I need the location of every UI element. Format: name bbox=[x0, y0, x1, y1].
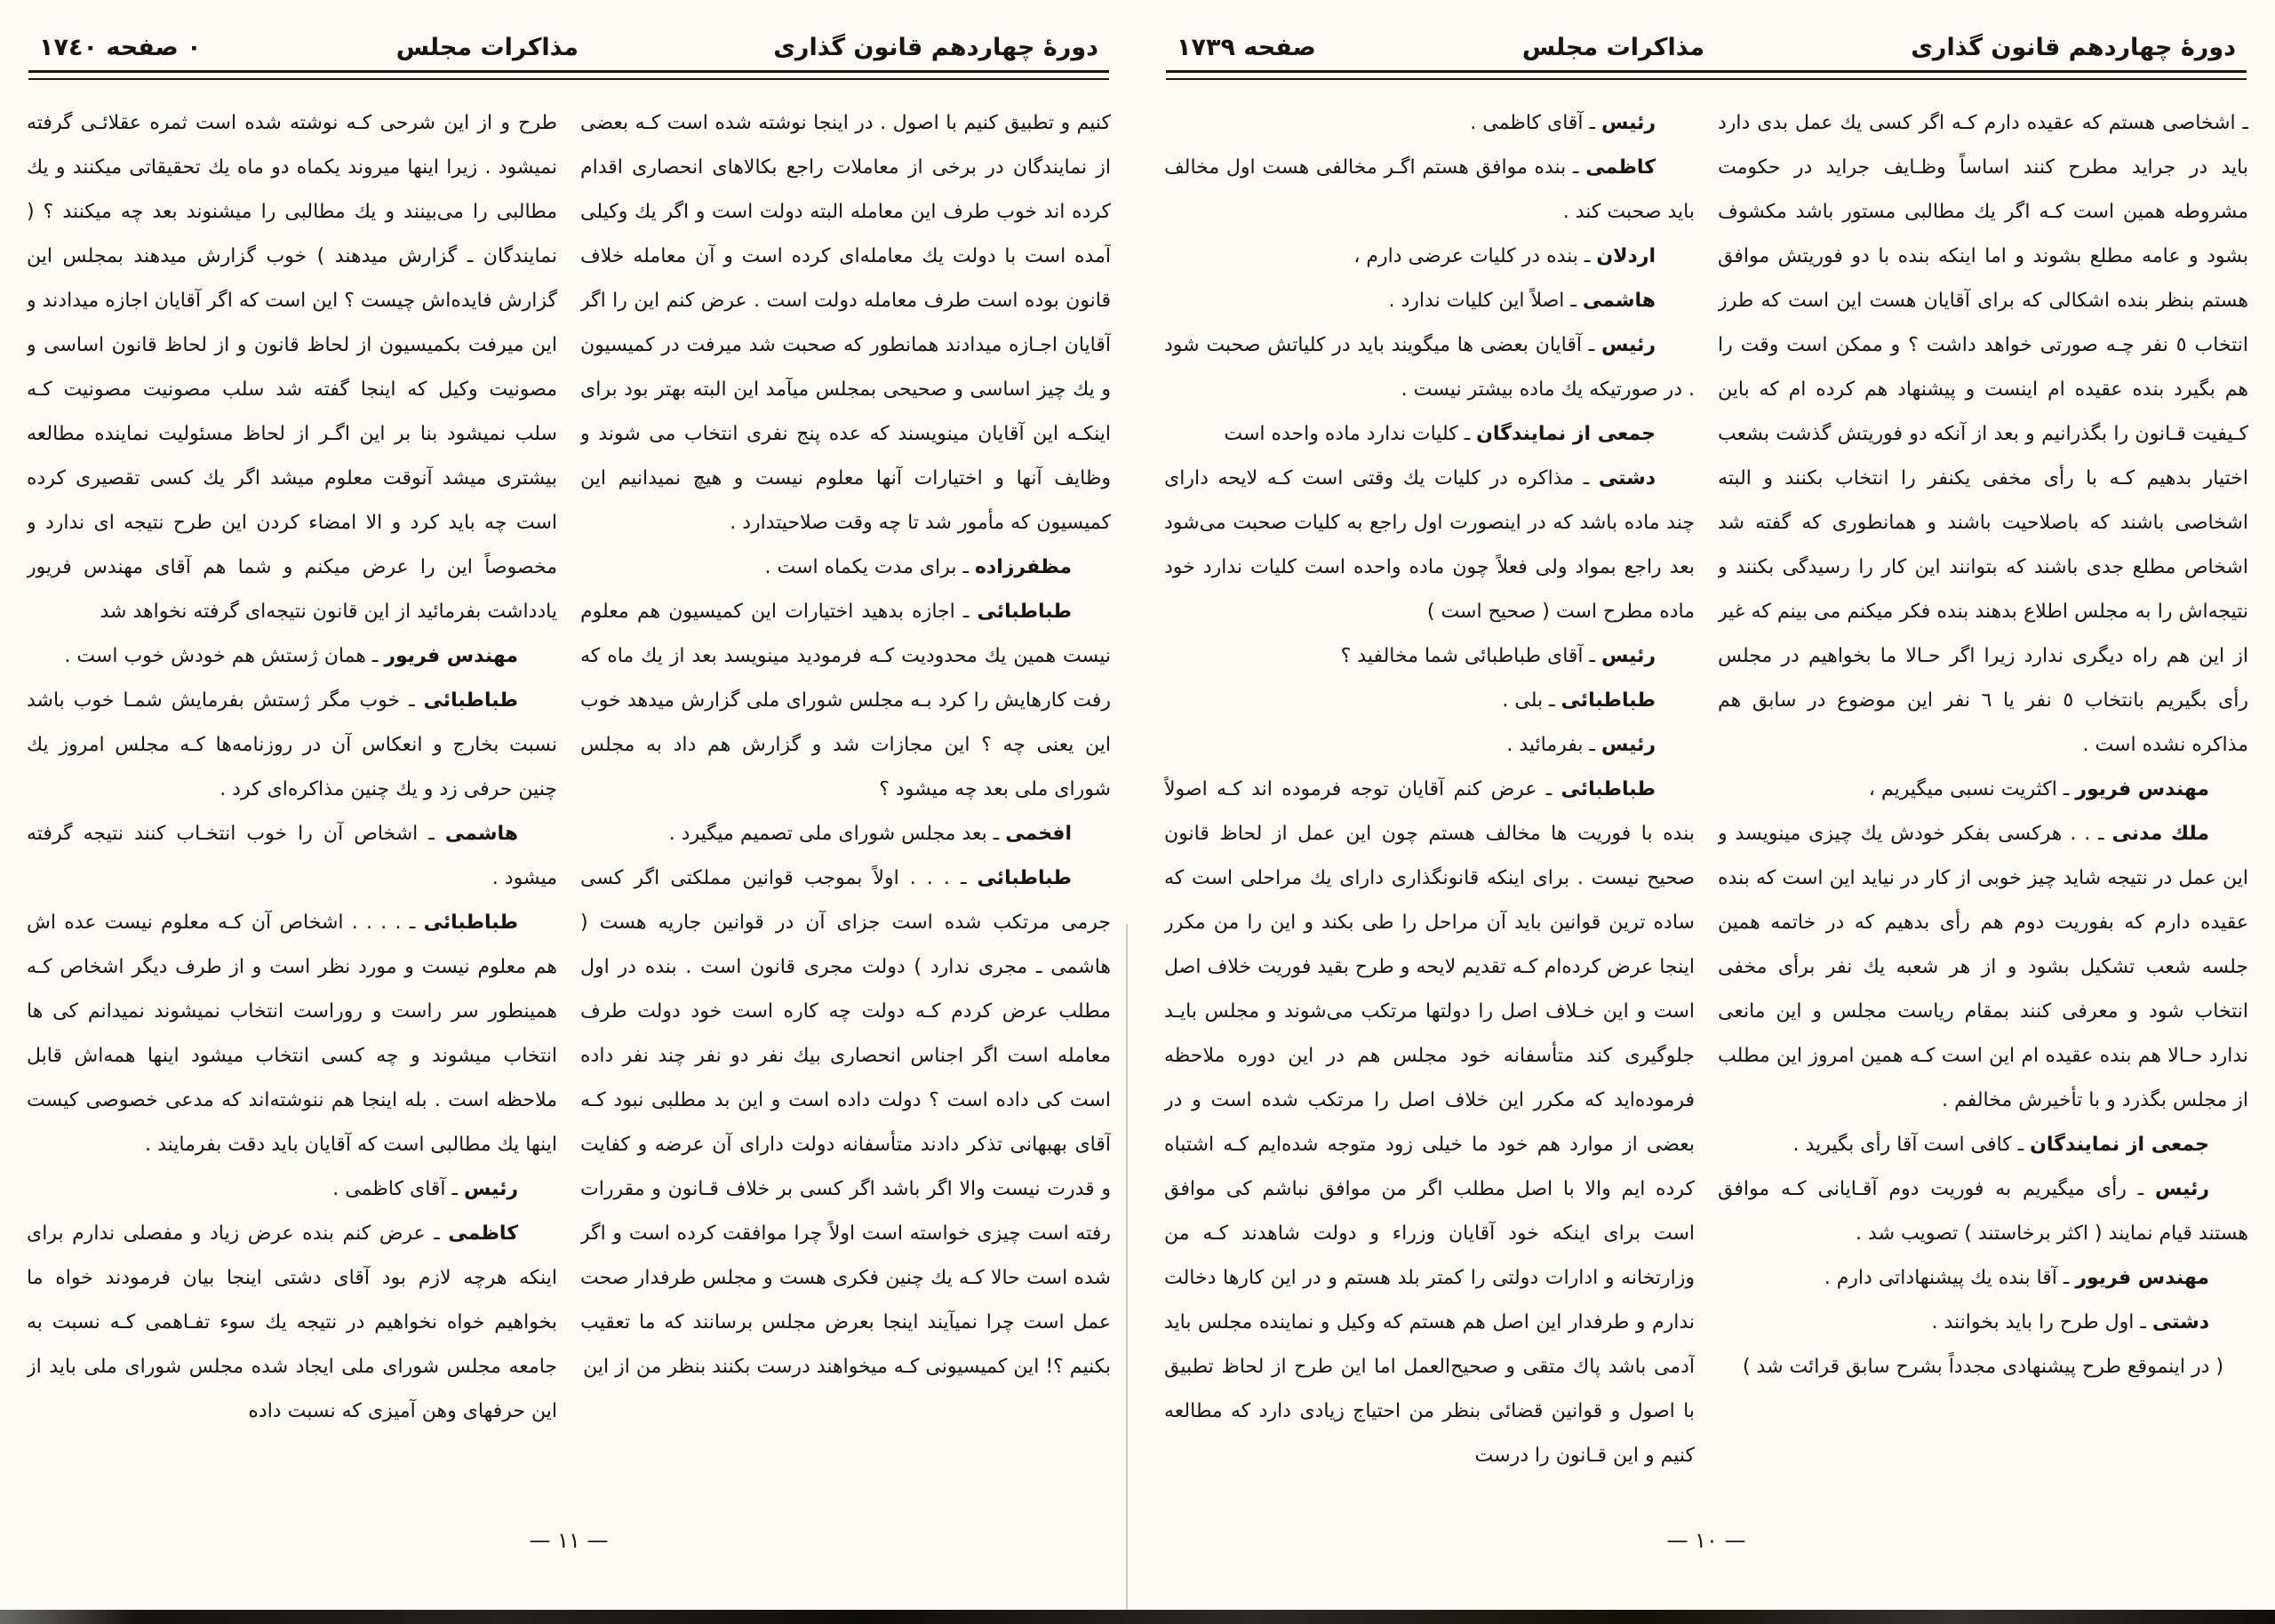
speech-paragraph: رئیس ـ آقای طباطبائی شما مخالفید ؟ bbox=[1340, 645, 1656, 667]
page-footer-number: — ١١ — bbox=[529, 1528, 609, 1553]
speech-paragraph: رئیس ـ آقای کاظمی . bbox=[332, 1178, 518, 1200]
speech-paragraph: دشتی ـ اول طرح را باید بخوانند . bbox=[1931, 1311, 2209, 1333]
header-period-label: دورهٔ چهاردهم قانون گذاری bbox=[1911, 34, 2236, 61]
speech-paragraph: ملك مدنی ـ . . هرکسی بفکر خودش یك چیزی مینویسد و این عمل در نتیجه شاید چیز خوبی از کار در نیاید این است که بنده عقیده دارم که بفوریت دوم هم رأی بدهیم که در خاتمه همین جلسه شعب تشکیل بشود و از هر شعبه یك نفر برأی مخفی انتخاب شود و معرفی کنند بمقام ریاست مجلس و این مانعی ندارد حـالا هم بنده عقیده ام این است کـه همین امروز این مطلب از مجلس بگذرد و با تأخیرش مخالفم . bbox=[1718, 823, 2248, 1111]
speaker-name: مظفرزاده bbox=[974, 556, 1072, 578]
text-paragraph: ـ اشخاصی هستم که عقیده دارم کـه اگر کسی یك عمل بدی دارد باید در جراید مطرح کنند اساساً وظـایف جراید در حکومت مشروطه همین است کـه اگر یك مطالبی مستور باشد مکشوف بشود و عامه مطلع بشوند و اما اینکه بنده با دو فوریتش موافق هستم بنظر بنده اشکالی که برای آقایان هست این است که طرز انتخاب ٥ نفر چـه صورتی خواهد داشت ؟ و ممکن است وقت را هم بگیرد بنده عقیده ام اینست و پیشنهاد هم کرده ام که باین کـیفیت قـانون را بگذرانیم و بعد از آنکه دو فوریتش گذشت بشعب اختیار بدهیم کـه با رأی مخفی یکنفر را انتخاب بکنند و البته اشخاصی باشند که باصلاحیت باشند و همانطوری که گفته شد اشخاص مطلع جدی باشند که بتوانند این کار را رسیدگی بکنند و نتیجه‌اش را به مجلس اطلاع بدهند بنده فکر میکنم می بینم که غیر از این هم راه دیگری ندارد زیرا اگر حـالا ما بخواهیم در مجلس رأی بگیریم بانتخاب ٥ نفر یا ٦ نفر این موضوع در سابق هم مذاکره نشده است . bbox=[1718, 112, 2248, 756]
speech-paragraph: طباطبائی ـ بلی . bbox=[1502, 689, 1656, 712]
speaker-name: رئیس bbox=[1600, 734, 1656, 756]
speech-paragraph: رئیس ـ رأی میگیریم به فوریت دوم آقـایانی کـه موافق هستند قیام نمایند ( اکثر برخاستند ) تصویب شد . bbox=[1718, 1178, 2248, 1245]
header-title: مذاکرات مجلس bbox=[1521, 34, 1705, 61]
text-columns bbox=[1164, 101, 2248, 1519]
speaker-name: دشتی bbox=[2151, 1311, 2209, 1333]
header-period-label: دورهٔ چهاردهم قانون گذاری bbox=[773, 34, 1098, 61]
speech-paragraph: افخمی ـ بعد مجلس شورای ملی تصمیم میگیرد . bbox=[668, 823, 1072, 845]
speech-paragraph: طباطبائی ـ . . . . اشخاص آن کـه معلوم نیست عده اش هم معلوم نیست و مورد نظر است و از طرف دیگر اشخاص کـه همینطور سر راست و روراست انتخاب نمیشوند نمیدانم کی ها انتخاب میشوند و چه کسی انتخاب میشود اینها همه‌اش قابل ملاحظه است . بله اینجا هم ننوشته‌اند که مدعی خصوصی کیست اینها یك مطالبی است که آقایان باید دقت بفرمایند . bbox=[27, 912, 557, 1156]
speaker-name: هاشمی bbox=[1582, 290, 1656, 312]
speaker-name: طباطبائی bbox=[1561, 689, 1656, 712]
text-paragraph: طرح و از این شرحی کـه نوشته شده است ثمره عقلائـی گرفته نمیشود . زیرا اینها میروند یکماه دو ماه یك تحقیقاتی میکنند و یك مطالبی را می‌بینند و یك مطالبی را میشنوند بعد چه میکنند ؟ ( نمایندگان ـ گزارش میدهند ) خوب گزارش میدهند بمجلس این گزارش فایده‌اش چیست ؟ این است که اگر آقایان اجازه میدادند و این میرفت بکمیسیون از لحاظ قانون و از لحاظ قانون اساسی و مصونیت وکیل که اینجا گفته شد سلب مصونیت مصونیت کـه سلب نمیشود بنا بر این اگـر از لحاظ مسئولیت نماینده مطالعه بیشتری میشد آنوقت معلوم میشد اگر یك کسی تقصیری کرده است چه باید کرد و الا امضاء کردن این طرح نتیجه ای ندارد و مخصوصاً این را عرض میکنم و شما هم آقای مهندس فریور یادداشت بفرمائید از این قانون نتیجه‌ای گرفته نخواهد شد bbox=[27, 112, 557, 623]
speaker-name: طباطبائی bbox=[977, 867, 1072, 889]
header-title: مذاکرات مجلس bbox=[395, 34, 579, 61]
speaker-name: افخمی bbox=[1005, 823, 1072, 845]
text-column-right bbox=[580, 101, 1111, 1519]
speaker-name: اردلان bbox=[1596, 245, 1656, 267]
speaker-name: کاظمی bbox=[448, 1222, 518, 1245]
speech-paragraph: کاظمی ـ عرض کنم بنده عرض زیاد و مفصلی ندارم برای اینکه هرچه لازم بود آقای دشتی اینجا بیان فرمودند خواه ما بخواهیم خواه نخواهیم در نتیجه یك سوء تفـاهمی کـه نسبت به جامعه مجلس شورای ملی ایجاد شده مجلس شورای ملی باید از این حرفهای وهن آمیزی که نسبت داده bbox=[27, 1222, 557, 1422]
speaker-name: مهندس فریور bbox=[2075, 1267, 2209, 1289]
speaker-name: رئیس bbox=[463, 1178, 518, 1200]
speech-paragraph: جمعی از نمایندگان ـ کلیات ندارد ماده واحده است bbox=[1224, 423, 1656, 445]
speech-paragraph: هاشمی ـ اصلاً این کلیات ندارد . bbox=[1388, 290, 1656, 312]
text-paragraph: کنیم و تطبیق کنیم با اصول . در اینجا نوشته شده است کـه بعضی از نمایندگان در برخی از معاملات راجع بکالاهای انحصاری اقدام کرده اند خوب طرف این معامله البته دولت است و اگر یك وکیلی آمده است با دولت یك معامله‌ای کرده است و آن معامله خلاف قانون بوده است طرف معامله دولت است . عرض کنم این را اگر آقایان اجـازه میدادند همانطور که صحبت شد میرفت در کمیسیون و یك چیز اساسی و صحیحی بمجلس میآمد این البته بهتر بود برای اینکـه این آقایان مینویسند که عده پنج نفری انتخاب می شوند و وظایف آنها و اختیارات آنها معلوم نیست و هیچ نمیدانیم این کمیسیون که مأمور شد تا چه وقت صلاحیتدارد . bbox=[580, 112, 1111, 534]
scan-edge-artifact bbox=[0, 1610, 2275, 1624]
speaker-name: هاشمی bbox=[444, 823, 519, 845]
speech-paragraph: رئیس ـ آقایان بعضی ها میگویند باید در کلیاتش صحبت شود . در صورتیکه یك ماده بیشتر نیست . bbox=[1164, 334, 1695, 401]
speaker-name: رئیس bbox=[1600, 112, 1656, 134]
page-header bbox=[1164, 34, 2248, 70]
speaker-name: دشتی bbox=[1598, 467, 1656, 490]
speaker-name: کاظمی bbox=[1585, 156, 1656, 179]
speaker-name: رئیس bbox=[1600, 645, 1656, 667]
speech-paragraph: مهندس فریور ـ اکثریت نسبی میگیریم ، bbox=[1868, 778, 2209, 800]
speaker-name: طباطبائی bbox=[977, 601, 1072, 623]
speaker-name: ملك مدنی bbox=[2111, 823, 2210, 845]
speech-paragraph: کاظمی ـ بنده موافق هستم اگـر مخالفی هست اول مخالف باید صحبت کند . bbox=[1164, 156, 1695, 223]
text-column-left bbox=[1164, 101, 1695, 1519]
speech-paragraph: مهندس فریور ـ آقا بنده یك پیشنهاداتی دارم . bbox=[1824, 1267, 2209, 1289]
speaker-name: جمعی از نمایندگان bbox=[2030, 1134, 2209, 1156]
text-column-right bbox=[1718, 101, 2248, 1519]
header-page-number: صفحه ١٧٣٩ bbox=[1177, 34, 1316, 61]
speaker-name: طباطبائی bbox=[1561, 778, 1656, 800]
speaker-name: رئیس bbox=[2154, 1178, 2209, 1200]
speaker-name: رئیس bbox=[1600, 334, 1656, 356]
text-paragraph: ( در اینموقع طرح پیشنهادی مجدداً بشرح سابق قرائت شد ) bbox=[1742, 1356, 2224, 1378]
speech-paragraph: مهندس فریور ـ همان ژستش هم خودش خوب است . bbox=[64, 645, 518, 667]
speech-paragraph: رئیس ـ آقای کاظمی . bbox=[1470, 112, 1656, 134]
speech-paragraph: طباطبائی ـ عرض کنم آقایان توجه فرموده اند کـه اصولاً بنده با فوریت ها مخالف هستم چون این عمل از لحاظ قانون صحیح نیست . برای اینکه قانونگذاری دارای یك مراحلی است که ساده ترین قوانین باید آن مراحل را طی بکند و این را من مکرر اینجا عرض کرده‌ام کـه تقدیم لایحه و طرح بقید فوریت خلاف اصل است و این خـلاف اصل را دولتها مرتکب می‌شوند و مجلس بایـد جلوگیری کند متأسفانه خود مجلس هم در این دوره ملاحظه فرموده‌اید که مکرر این خلاف اصل را مرتکب شده است و در بعضی از موارد هم خود ما خیلی زود متوجه شده‌ایم کـه اشتباه کرده ایم والا با اصل مطلب اگر من موافق نباشم کی موافق است برای اینکه خود آقایان وزراء و دولت شاهدند کـه من وزارتخانه و ادارات دولتی را کمتر بلد هستم و در این کارها دخالت ندارم و طرفدار این اصل هم هستم که وکیل و نماینده مجلس باید آدمی باشد پاك متقی و صحیح‌العمل اما این طرح از لحاظ تطبیق با اصول و قوانین قضائی بنظر من احتیاج زیادی دارد که مطالعه کنیم و این قـانون را درست bbox=[1164, 778, 1695, 1467]
speech-paragraph: دشتی ـ مذاکره در کلیات یك وقتی است کـه لایحه دارای چند ماده باشد که در اینصورت اول راجع به کلیات صحبت می‌شود بعد راجع بمواد ولی فعلاً چون ماده واحده است کلیات ندارد خود ماده مطرح است ( صحیح است ) bbox=[1164, 467, 1695, 623]
speaker-name: طباطبائی bbox=[423, 912, 519, 934]
header-rule bbox=[1166, 70, 2247, 80]
speaker-name: مهندس فریور bbox=[384, 645, 518, 667]
speaker-name: جمعی از نمایندگان bbox=[1476, 423, 1656, 445]
page-1739 bbox=[1138, 0, 2275, 1624]
speaker-name: طباطبائی bbox=[423, 689, 518, 712]
header-page-number: ٠ صفحه ١٧٤٠ bbox=[39, 34, 202, 61]
speaker-name: مهندس فریور bbox=[2075, 778, 2209, 800]
speech-paragraph: مظفرزاده ـ برای مدت یکماه است . bbox=[764, 556, 1072, 578]
speech-paragraph: هاشمی ـ اشخاص آن را خوب انتخـاب کنند نتیجه گرفته میشود . bbox=[27, 823, 557, 889]
page-footer-number: — ١٠ — bbox=[1666, 1528, 1746, 1553]
speech-paragraph: اردلان ـ بنده در کلیات عرضی دارم ، bbox=[1353, 245, 1656, 267]
speech-paragraph: طباطبائی ـ خوب مگر ژستش بفرمایش شمـا خوب باشد نسبت بخارج و انعکاس آن در روزنامه‌ها کـه مجلس امروز یك چنین حرفی زد و یك چنین مذاکره‌ای کرد . bbox=[27, 689, 557, 800]
header-rule bbox=[28, 70, 1109, 80]
speech-paragraph: طباطبائی ـ اجازه بدهید اختیارات این کمیسیون هم معلوم نیست همین یك محدودیت کـه فرمودید مینویسد بعد از یك ماه که رفت کارهایش را کرد بـه مجلس شورای ملی گزارش میدهد خوب این یعنی چه ؟ این مجازات شد و گزارش هم داد به مجلس شورای ملی بعد چه میشود ؟ bbox=[580, 601, 1111, 800]
speech-paragraph: رئیس ـ بفرمائید . bbox=[1506, 734, 1656, 756]
speech-paragraph: طباطبائی ـ . . . اولاً بموجب قوانین مملکتی اگر کسی جرمی مرتکب شده است جزای آن در قوانین جاریه هست ( هاشمی ـ مجری ندارد ) دولت مجری قانون است . بنده در اول مطلب عرض کردم کـه دولت چه کاره است خود دولت طرف معامله است اگر اجناس انحصاری بیك نفر دو نفر چند نفر داده است کی داده است ؟ دولت داده است و این بد مطلبی نبود کـه آقای بهبهانی تذکر دادند متأسفانه دولت دارای آن عرضه و کفایت و قدرت نیست والا اگر باشد اگر کسی بر خلاف قـانون و مقررات رفته است چیزی خواسته است اولاً چرا موافقت کرده است و اگر شده است حالا کـه یك چنین فکری هست و مجلس طرفدار صحت عمل است چرا نمیآیند اینجا بعرض مجلس برسانند که ما تعقیب بکنیم ؟! این کمیسیونی کـه میخواهند درست بکنند بنظر من از این bbox=[580, 867, 1111, 1378]
page-fold-line bbox=[1126, 924, 1128, 1610]
page-header bbox=[27, 34, 1111, 70]
speech-paragraph: جمعی از نمایندگان ـ کافی است آقا رأی بگیرید . bbox=[1792, 1134, 2209, 1156]
text-column-left bbox=[27, 101, 557, 1519]
text-columns bbox=[27, 101, 1111, 1519]
